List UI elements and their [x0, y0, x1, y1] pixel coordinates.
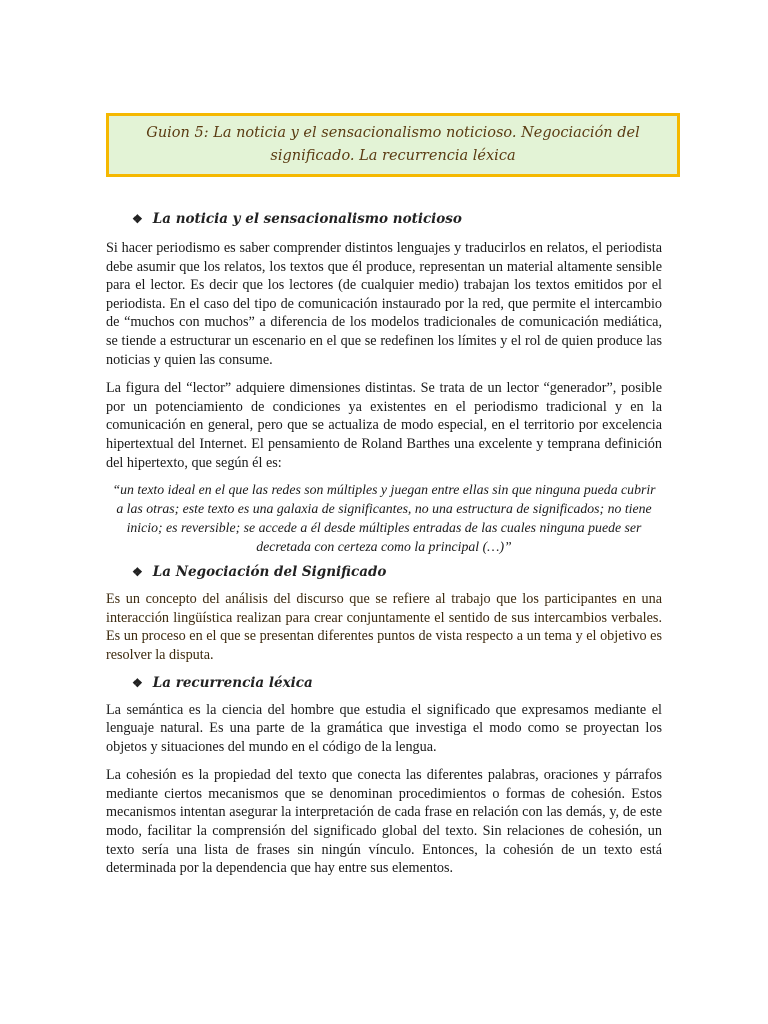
barthes-quote: “un texto ideal en el que las redes son múltiples y juegan entre ellas sin que ninguna pueda cubrir a las otras; este texto es una galaxia de significantes, no una estructura de significados; no tiene inicio; es reversible; se accede a él desde múltiples entradas de las cuales ninguna puede ser decretada con certeza como la principal (…)” [112, 482, 656, 555]
paragraph: La semántica es la ciencia del hombre que estudia el significado que expresamos mediante el lenguaje natural. Es una parte de la gramática que investiga el modo como se proyectan los objetos y situaciones del mundo en el código de la lengua. [106, 701, 662, 755]
paragraph: Es un concepto del análisis del discurso que se refiere al trabajo que los participantes en una interacción lingüística realizan para crear conjuntamente el sentido de sus intercambios verbales. Es un proceso en el que se presentan diferentes puntos de vista respecto a un tema y el objetivo es resolver la disputa. [106, 591, 662, 663]
title-box [106, 113, 680, 177]
diamond-bullet-icon: ❖ [132, 675, 143, 690]
paragraph: La figura del “lector” adquiere dimensiones distintas. Se trata de un lector “generador”, posible por un potenciamiento de condiciones ya existentes en el periodismo tradicional y en la comunicación en general, pero que se actualiza de modo especial, en el territorio por excelencia hipertextual del Internet. El pensamiento de Roland Barthes una excelente y temprana definición del hipertexto, que según él es: [106, 380, 662, 471]
section-heading-negociacion [106, 564, 662, 580]
document-title: Guion 5: La noticia y el sensacionalismo noticioso. Negociación del significado. La recurrencia léxica [146, 125, 640, 164]
section-heading-text: La Negociación del Significado [152, 564, 387, 581]
paragraph: Si hacer periodismo es saber comprender distintos lenguajes y traducirlos en relatos, el periodista debe asumir que los relatos, los textos que él produce, representan un material altamente sensible para el lector. Es decir que los lectores (de cualquier medio) trabajan los textos emitidos por el periodista. En el caso del tipo de comunicación instaurado por la red, que permite el intercambio de “muchos con muchos” a diferencia de los modelos tradicionales de comunicación mediática, se tiende a estructurar un escenario en el que se redefinen los límites y el rol de quien produce las noticias y quien las consume. [106, 240, 662, 368]
section-heading-text: La noticia y el sensacionalismo noticioso [152, 211, 462, 227]
section-heading-recurrencia [106, 675, 662, 691]
document-page [106, 113, 662, 878]
diamond-bullet-icon: ❖ [132, 212, 143, 226]
diamond-bullet-icon: ❖ [132, 565, 143, 580]
section-heading-text: La recurrencia léxica [152, 674, 313, 691]
paragraph: La cohesión es la propiedad del texto que conecta las diferentes palabras, oraciones y párrafos mediante ciertos mecanismos que se denominan procedimientos o formas de cohesión. Estos mecanismos intentan asegurar la interpretación de cada frase en relación con las demás, y, de este modo, facilitar la comprensión del significado global del texto. Sin relaciones de cohesión, un texto sería una lista de frases sin ningún vínculo. Entonces, la cohesión de un texto está determinada por la dependencia que hay entre sus elementos. [106, 767, 662, 877]
section-heading-noticia [106, 211, 662, 227]
